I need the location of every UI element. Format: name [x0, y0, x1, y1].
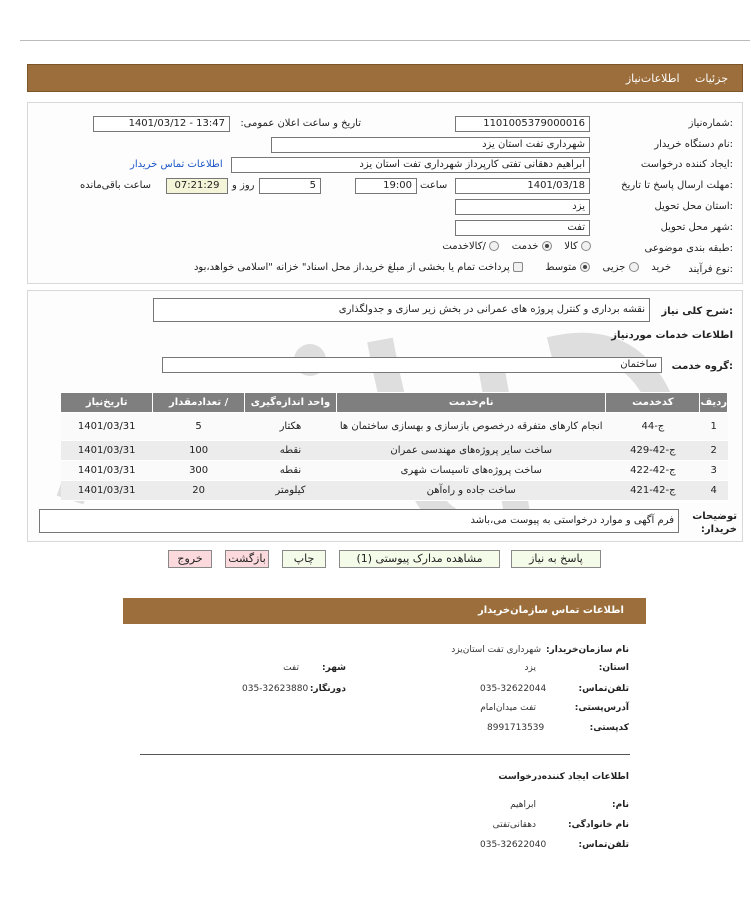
row-name: ساخت سایر پروژه‌های مهندسی عمران [337, 441, 606, 461]
creator-field: ابراهیم دهقانی تفتی کارپرداز شهرداری تفت استان یزد [231, 157, 590, 173]
col-row: ردیف [700, 393, 728, 413]
row-index: 4 [700, 481, 728, 501]
contact-phone-value: 035-32622044 [480, 684, 547, 694]
row-qty: 5 [153, 413, 244, 441]
contact-province-value: یزد [524, 663, 536, 673]
col-quantity: / تعدادمقدار [153, 393, 244, 413]
contact-postal-label: کدپستی: [589, 723, 629, 733]
row-qty: 300 [153, 461, 244, 481]
reply-button[interactable]: پاسخ به نیاز [511, 550, 601, 568]
table-row [61, 461, 728, 481]
row-date: 1401/03/31 [61, 441, 153, 461]
remaining-days-field: 5 [259, 178, 321, 194]
col-service-code: کدخدمت [606, 393, 700, 413]
process-buy-label: خرید [651, 262, 671, 273]
radio-goods[interactable] [581, 241, 591, 251]
description-field: نقشه برداری و کنترل پروژه های عمرانی در بخش زیر سازی و جدولگذاری [153, 298, 650, 322]
service-group-label: گروه خدمت: [671, 361, 733, 372]
radio-goods-label: کالا [564, 241, 578, 252]
deadline-label: مهلت ارسال پاسخ تا تاریخ: [621, 180, 733, 191]
exit-button[interactable]: خروج [168, 550, 212, 568]
row-date: 1401/03/31 [61, 461, 153, 481]
table-header-row [61, 393, 728, 413]
print-button[interactable]: چاپ [282, 550, 326, 568]
buyer-contact-link[interactable]: اطلاعات تماس خریدار [130, 159, 223, 170]
radio-medium[interactable] [580, 262, 590, 272]
days-label: روز و [232, 180, 255, 191]
row-code: ج-42-429 [606, 441, 700, 461]
remaining-label: ساعت باقی‌مانده [80, 180, 152, 191]
row-code: ج-44 [606, 413, 700, 441]
category-options [442, 241, 591, 252]
creator-phone-value: 035-32622040 [480, 840, 547, 850]
contact-address-value: تفت میدان‌امام [480, 703, 536, 713]
org-name-label: نام سازمان‌خریدار: [545, 645, 629, 655]
creator-first-name-label: نام: [612, 800, 629, 810]
row-index: 1 [700, 413, 728, 441]
contact-postal-value: 8991713539 [487, 723, 545, 733]
radio-minor-label: جزیی [602, 262, 626, 273]
announce-date-field: 1401/03/12 - 13:47 [93, 116, 230, 132]
row-unit: نقطه [244, 441, 336, 461]
service-group-field: ساختمان [162, 357, 662, 373]
services-table [60, 392, 728, 501]
buyer-contact-title: اطلاعات تماس سازمان‌خریدار [123, 598, 646, 624]
creator-last-name-label: نام خانوادگی: [567, 820, 629, 830]
radio-service[interactable] [542, 241, 552, 251]
tab-need-info[interactable]: اطلاعات‌نیاز [625, 72, 680, 85]
creator-first-name-value: ابراهیم [510, 800, 536, 810]
buyer-org-label: نام دستگاه خریدار: [654, 139, 733, 150]
creator-phone-label: تلفن‌تماس: [578, 840, 629, 850]
radio-minor[interactable] [629, 262, 639, 272]
org-name-value: شهرداری تفت استان‌یزد [451, 645, 541, 655]
contact-fax-value: 035-32623880 [242, 684, 309, 694]
need-number-label: شماره‌نیاز: [688, 118, 733, 129]
col-unit: واحد اندازه‌گیری [244, 393, 336, 413]
process-label: نوع فرآیند: [688, 264, 733, 275]
creator-heading: اطلاعات ایجاد کننده‌درخواست [498, 772, 629, 782]
row-code: ج-42-422 [606, 461, 700, 481]
back-button[interactable]: بازگشت [225, 550, 269, 568]
contact-phone-label: تلفن‌تماس: [578, 684, 629, 694]
remaining-time-field: 07:21:29 [166, 178, 228, 194]
contact-fax-label: دورنگار: [309, 684, 346, 694]
need-number-field: 1101005379000016 [455, 116, 590, 132]
top-divider [20, 40, 750, 41]
row-name: ساخت پروژه‌های تاسیسات شهری [337, 461, 606, 481]
buyer-org-field: شهرداری تفت استان یزد [271, 137, 590, 153]
description-label: شرح کلی نیاز: [661, 306, 733, 317]
announce-date-label: تاریخ و ساعت اعلان عمومی: [240, 118, 361, 129]
row-index: 3 [700, 461, 728, 481]
buyer-notes-label: توضیحات خریدار: [692, 511, 737, 535]
radio-goods-service-label: /کالاخدمت [442, 241, 486, 252]
table-row [61, 413, 728, 441]
row-unit: کیلومتر [244, 481, 336, 501]
province-field: یزد [455, 199, 590, 215]
col-need-date: تاریخ‌نیاز [61, 393, 153, 413]
deadline-time-label: ساعت [420, 180, 448, 191]
row-qty: 20 [153, 481, 244, 501]
process-options [194, 262, 671, 273]
row-date: 1401/03/31 [61, 413, 153, 441]
creator-last-name-value: دهقانی‌تفتی [492, 820, 536, 830]
city-label: شهر محل تحویل: [660, 222, 733, 233]
row-qty: 100 [153, 441, 244, 461]
contact-province-label: استان: [598, 663, 629, 673]
radio-service-label: خدمت [511, 241, 539, 252]
tab-details[interactable]: جزئیات [695, 72, 728, 85]
creator-label: ایجاد کننده درخواست: [640, 159, 733, 170]
row-code: ج-42-421 [606, 481, 700, 501]
radio-goods-service[interactable] [489, 241, 499, 251]
province-label: استان محل تحویل: [654, 201, 733, 212]
row-name: ساخت جاده و راه‌آهن [337, 481, 606, 501]
contact-city-label: شهر: [322, 663, 346, 673]
buyer-notes-field: فرم آگهی و موارد درخواستی به پیوست می،باشد [39, 509, 679, 533]
services-heading: اطلاعات خدمات موردنیاز [611, 330, 733, 341]
radio-medium-label: متوسط [545, 262, 577, 273]
view-attachments-button[interactable]: مشاهده مدارک پیوستی (1) [339, 550, 500, 568]
contact-divider [140, 754, 630, 755]
contact-address-label: آدرس‌پستی: [574, 703, 629, 713]
row-date: 1401/03/31 [61, 481, 153, 501]
row-unit: هکتار [244, 413, 336, 441]
row-unit: نقطه [244, 461, 336, 481]
category-label: طبقه بندی موضوعی: [644, 243, 733, 254]
contact-city-value: تفت [283, 663, 299, 673]
table-row [61, 481, 728, 501]
treasury-checkbox[interactable] [513, 262, 523, 272]
col-service-name: نام‌خدمت [337, 393, 606, 413]
treasury-payment-note: پرداخت تمام یا بخشی از مبلغ خرید،از محل اسناد" خزانه "اسلامی خواهد،بود [193, 262, 510, 273]
row-index: 2 [700, 441, 728, 461]
details-header-bar [27, 64, 743, 92]
city-field: تفت [455, 220, 590, 236]
deadline-date-field: 1401/03/18 [455, 178, 590, 194]
row-name: انجام کارهای متفرقه درخصوص بازسازی و بهسازی ساختمان ها [337, 413, 606, 441]
deadline-time-field: 19:00 [355, 178, 417, 194]
table-row [61, 441, 728, 461]
